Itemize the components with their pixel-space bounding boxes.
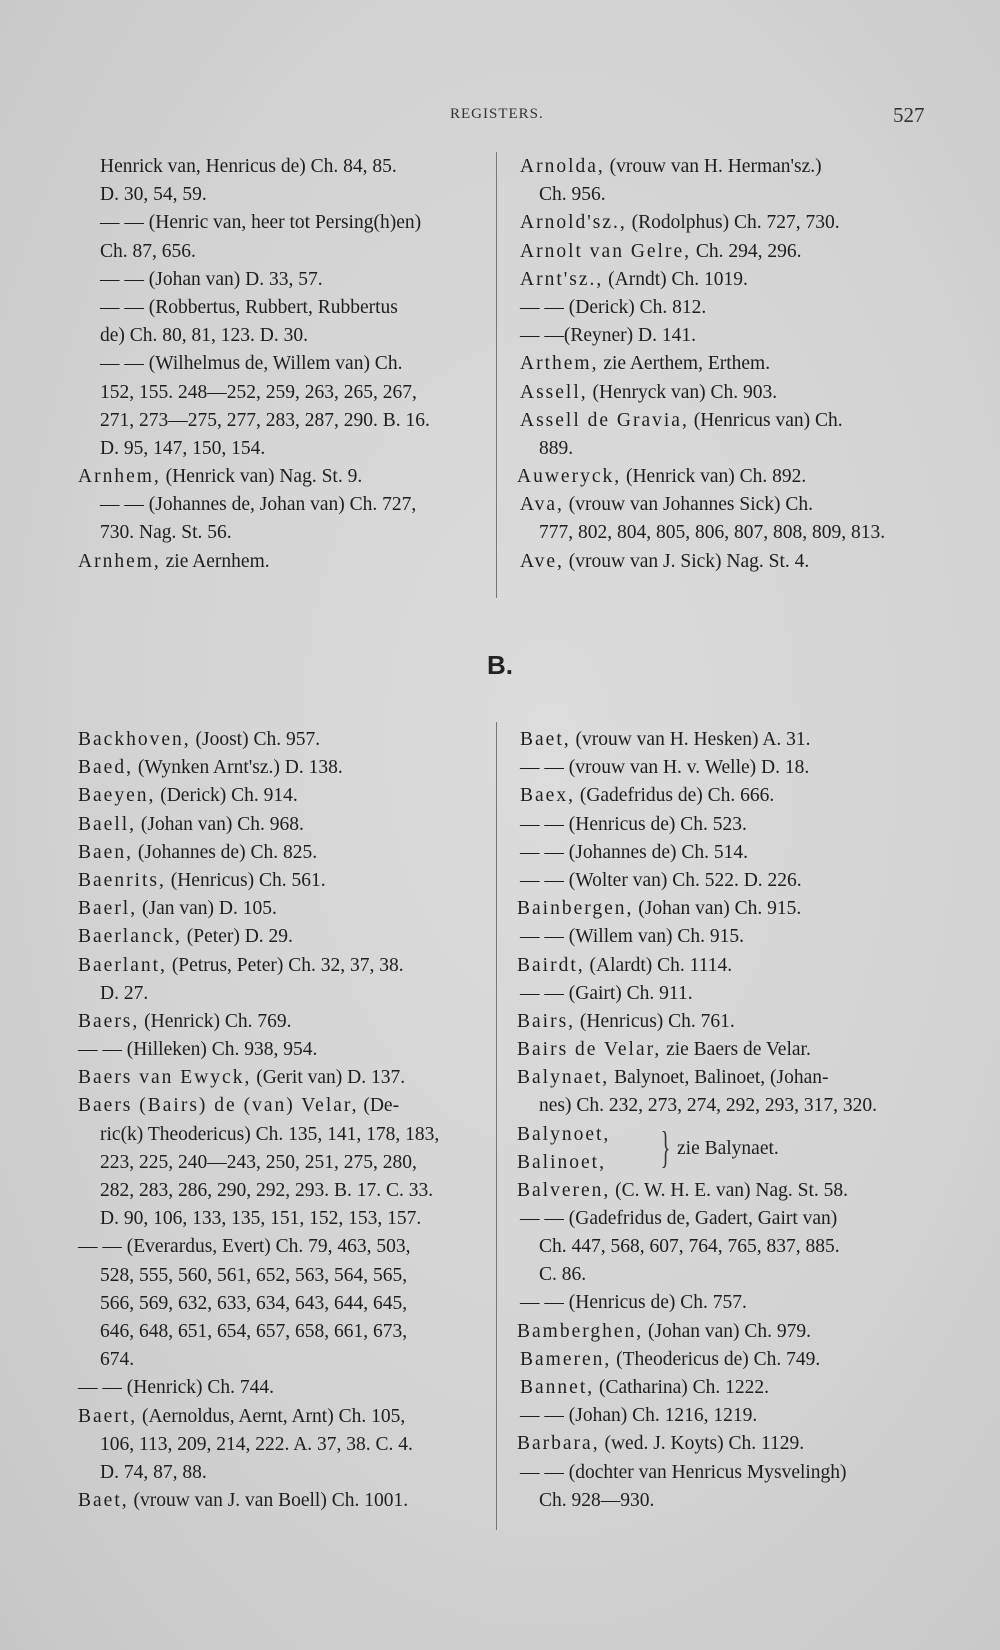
entry-text: D. 95, 147, 150, 154. [100,437,266,459]
entry-text: (wed. J. Koyts) Ch. 1129. [599,1433,805,1455]
column-divider [496,152,497,598]
index-entry-line [517,463,927,491]
running-head: REGISTERS. [450,106,544,122]
entry-text: 528, 555, 560, 561, 652, 563, 564, 565, [100,1264,408,1286]
entry-headword: Arnhem, [78,466,161,488]
entry-text: — — (Henric van, heer tot Persing(h)en) [100,212,422,234]
index-entry-line [78,754,488,782]
index-entry-line [517,379,927,407]
entry-text: Ch. 447, 568, 607, 764, 765, 837, 885. [539,1236,840,1257]
entry-text: D. 30, 54, 59. [100,184,207,206]
entry-text: (Henricus) Ch. 761. [575,1010,735,1032]
index-entries [517,726,927,1121]
entry-headword: Auweryck, [517,466,622,488]
index-entry-line [517,1459,927,1487]
entry-text: zie Baers de Velar. [661,1039,811,1061]
index-entry-line [517,811,927,839]
entry-headword: Baen, [78,841,133,863]
index-entry-line [78,839,488,867]
index-entry-line [78,726,488,754]
entry-text: — — (Willem van) Ch. 915. [520,926,744,948]
entry-headword: Baed, [78,757,133,779]
entry-text: (C. W. H. E. van) Nag. St. 58. [610,1179,849,1201]
entry-text: — — (Johannes de) Ch. 514. [520,841,749,863]
entry-text: — — (Robbertus, Rubbert, Rubbertus [100,296,398,318]
index-entry-line [78,1177,488,1205]
index-entry-line [517,1177,927,1205]
index-entry-line [517,407,927,435]
entry-text: 152, 155. 248—252, 259, 263, 265, 267, [100,381,417,403]
entry-headword: Assell, [520,381,588,403]
entry-text: — — (Wilhelmus de, Willem van) Ch. [100,353,403,375]
entry-text: D. 90, 106, 133, 135, 151, 152, 153, 157. [100,1208,422,1230]
index-entry-line [78,1092,488,1120]
entry-headword: Baerlanck, [78,926,182,948]
entry-text: 674. [100,1349,135,1371]
entry-text: D. 27. [100,982,149,1004]
index-entry-line [78,548,488,576]
entry-headword: Balveren, [517,1179,611,1201]
entry-text: zie Aernhem. [160,550,270,572]
entry-text: (Arndt) Ch. 1019. [603,268,748,290]
entry-text: — — (Johan van) D. 33, 57. [100,268,323,290]
entry-headword: Baenrits, [78,869,166,891]
index-entry-line [78,1064,488,1092]
entry-text: 777, 802, 804, 805, 806, 807, 808, 809, 813. [539,522,886,544]
entry-headword: Arnt'sz., [520,268,604,290]
entry-text: 646, 648, 651, 654, 657, 658, 661, 673, [100,1320,408,1342]
index-entry-line [517,1008,927,1036]
index-entry-line [517,782,927,810]
entry-headword: Baerlant, [78,954,167,976]
entry-text: de) Ch. 80, 81, 123. D. 30. [100,325,308,347]
index-entry-line [78,322,488,350]
entry-headword: Bamberghen, [517,1320,644,1342]
index-entry-line [78,1036,488,1064]
index-entry-line [517,153,927,181]
index-entry-line [78,1233,488,1261]
entry-text: (Joost) Ch. 957. [190,729,321,750]
index-entry-line [78,867,488,895]
index-entry-line [78,153,488,181]
entry-text: nes) Ch. 232, 273, 274, 292, 293, 317, 320. [539,1095,877,1117]
entry-text: 889. [539,437,574,459]
entry-headword: Arthem, [520,353,599,375]
entry-text: — — (Wolter van) Ch. 522. D. 226. [520,869,802,891]
entry-text: (Derick) Ch. 914. [155,785,298,807]
index-entry-line [517,322,927,350]
index-column-a-right [517,153,927,576]
entry-text: (Rodolphus) Ch. 727, 730. [626,212,840,234]
entry-text: Balynoet, Balinoet, (Johan- [609,1067,829,1089]
index-entry-line [517,294,927,322]
index-entry-line [78,350,488,378]
brace-symbol: } [660,1122,671,1172]
entry-text: D. 74, 87, 88. [100,1461,207,1483]
entry-text: 730. Nag. St. 56. [100,522,232,544]
entry-text: (vrouw van H. Herman'sz.) [604,156,822,177]
section-letter: B. [487,650,513,680]
entry-text: — — (Everardus, Evert) Ch. 79, 463, 503, [78,1236,411,1258]
index-entry-line [78,980,488,1008]
entry-headword: Baet, [520,729,571,750]
index-entry-line [78,895,488,923]
index-entry-line [78,1346,488,1374]
entry-headword: Bairs de Velar, [517,1039,662,1061]
index-entry-line [517,1346,927,1374]
index-entry-line [78,1374,488,1402]
index-entry-line [517,1487,927,1515]
index-entry-line [78,266,488,294]
index-entry-line [78,1008,488,1036]
entry-text: (Johan van) Ch. 915. [633,898,802,920]
index-entry-line [78,238,488,266]
index-entry-line [517,435,927,463]
index-entry-line [78,1403,488,1431]
entry-text: (Jan van) D. 105. [137,898,277,920]
entry-headword: Barbara, [517,1433,600,1455]
index-column-b-right [517,726,927,1515]
index-entry-line [517,519,927,547]
entry-headword: Ave, [520,550,564,572]
entry-headword: Balynaet, [517,1067,610,1089]
entry-headword: Baers van Ewyck, [78,1067,252,1089]
entry-text: 106, 113, 209, 214, 222. A. 37, 38. C. 4. [100,1433,413,1455]
brace-group [517,1121,927,1177]
index-entry-line [517,350,927,378]
entry-text: — — (Johannes de, Johan van) Ch. 727, [100,494,417,516]
index-entry-line [517,1205,927,1233]
index-entry-line [517,980,927,1008]
index-entry-line [517,1261,927,1289]
entry-text: (De- [358,1095,400,1117]
entry-headword: Assell de Gravia, [520,409,689,431]
index-entry-line [517,952,927,980]
entry-text: Ch. 294, 296. [691,240,802,262]
entry-headword: Baet, [78,1490,129,1512]
index-entry-line [517,1092,927,1120]
entry-text: — — (Henricus de) Ch. 757. [520,1292,747,1314]
index-entry-line [78,1431,488,1459]
entry-text: (Gadefridus de) Ch. 666. [574,785,775,807]
index-entry-line [517,491,927,519]
entry-headword: Backhoven, [78,729,191,750]
index-column-b-left [78,726,488,1515]
index-entry-line [517,1289,927,1317]
index-entry-line [517,209,927,237]
index-entry-line [517,726,927,754]
brace-entry-second: Balinoet, [517,1151,606,1173]
index-entry-line [78,952,488,980]
entry-headword: Baerl, [78,898,138,920]
index-entry-line [78,1149,488,1177]
index-entries [517,1177,927,1515]
index-entry-line [517,923,927,951]
index-entry-line [517,1318,927,1346]
index-entry-line [78,1459,488,1487]
entry-headword: Bannet, [520,1376,595,1398]
entry-text: — — (Derick) Ch. 812. [520,296,707,318]
entry-headword: Bainbergen, [517,898,634,920]
entry-text: 223, 225, 240—243, 250, 251, 275, 280, [100,1151,417,1173]
index-entry-line [517,266,927,294]
entry-headword: Arnhem, [78,550,161,572]
entry-text: (Henrick van) Nag. St. 9. [160,466,363,488]
index-entry-line [78,294,488,322]
index-entry-line [78,782,488,810]
brace-entry-first: Balynoet, [517,1123,611,1145]
entry-headword: Arnolt van Gelre, [520,240,691,262]
index-entry-line [78,1121,488,1149]
entry-headword: Baex, [520,785,575,807]
entry-headword: Arnold'sz., [520,212,627,234]
entry-headword: Bairs, [517,1010,576,1032]
index-entry-line [78,1318,488,1346]
entry-text: (Peter) D. 29. [181,926,293,948]
entry-headword: Baers, [78,1010,140,1032]
entry-text: — — (Henricus de) Ch. 523. [520,813,747,835]
entry-text: (Theodericus de) Ch. 749. [611,1348,821,1370]
index-entry-line [78,1290,488,1318]
index-entry-line [78,209,488,237]
entry-text: zie Aerthem, Erthem. [598,353,771,375]
index-entry-line [517,754,927,782]
entry-text: 566, 569, 632, 633, 634, 643, 644, 645, [100,1292,408,1314]
index-column-a-left [78,153,488,576]
entry-text: (Henrick van) Ch. 892. [621,466,807,488]
entry-text: (Johannes de) Ch. 825. [132,841,318,863]
entry-headword: Baers (Bairs) de (van) Velar, [78,1095,359,1117]
index-entry-line [517,1036,927,1064]
entry-text: — — (Henrick) Ch. 744. [78,1377,275,1399]
entry-text: (Henryck van) Ch. 903. [587,381,778,403]
index-entry-line [517,238,927,266]
index-entry-line [517,1402,927,1430]
brace-reference: zie Balynaet. [677,1137,779,1159]
entry-text: Ch. 928—930. [539,1489,655,1511]
entry-text: Henrick van, Henricus de) Ch. 84, 85. [100,156,397,177]
index-entry-line [78,811,488,839]
column-divider [496,722,497,1530]
index-entry-line [78,1487,488,1515]
entry-text: (Henricus) Ch. 561. [165,869,326,891]
entry-text: — — (Johan) Ch. 1216, 1219. [520,1405,758,1427]
index-entry-line [517,1233,927,1261]
entry-headword: Ava, [520,494,564,516]
index-entry-line [78,1205,488,1233]
index-entry-line [78,379,488,407]
index-entry-line [78,519,488,547]
index-entry-line [517,181,927,209]
entry-text: 271, 273—275, 277, 283, 287, 290. B. 16. [100,409,430,431]
index-entry-line [78,491,488,519]
entry-text: (Gerit van) D. 137. [251,1067,406,1089]
index-entry-line [517,1374,927,1402]
entry-text: (vrouw van J. Sick) Nag. St. 4. [563,550,810,572]
entry-text: — —(Reyner) D. 141. [520,325,697,347]
entry-text: Ch. 956. [539,184,606,206]
entry-text: — — (Gadefridus de, Gadert, Gairt van) [520,1207,838,1229]
entry-text: (Henricus van) Ch. [688,409,843,431]
index-entry-line [78,923,488,951]
entry-text: 282, 283, 286, 290, 292, 293. B. 17. C. 33. [100,1180,434,1201]
entry-text: — — (Hilleken) Ch. 938, 954. [78,1039,318,1061]
entry-text: (Johan van) Ch. 968. [136,813,304,835]
index-entry-line [78,463,488,491]
entry-text: ric(k) Theodericus) Ch. 135, 141, 178, 183, [100,1123,440,1145]
entry-text: C. 86. [539,1264,587,1286]
entry-text: (Wynken Arnt'sz.) D. 138. [132,757,343,779]
index-entry-line [517,867,927,895]
index-entry-line [517,1430,927,1458]
entry-text: — — (vrouw van H. v. Welle) D. 18. [520,757,810,779]
entry-text: (vrouw van Johannes Sick) Ch. [563,494,814,516]
entry-text: (Johan van) Ch. 979. [643,1320,812,1342]
entry-text: (vrouw van H. Hesken) A. 31. [570,729,811,750]
entry-text: (Aernoldus, Aernt, Arnt) Ch. 105, [137,1405,406,1427]
entry-headword: Baert, [78,1405,138,1427]
entry-headword: Baell, [78,813,137,835]
index-entry-line [517,1064,927,1092]
page-number: 527 [893,103,925,127]
entry-headword: Bameren, [520,1348,612,1370]
entry-text: (Catharina) Ch. 1222. [594,1376,770,1398]
entry-text: (Henrick) Ch. 769. [139,1010,292,1032]
entry-text: — — (Gairt) Ch. 911. [520,982,693,1004]
entry-text: (vrouw van J. van Boell) Ch. 1001. [128,1490,409,1512]
entry-text: (Alardt) Ch. 1114. [584,954,733,976]
index-entry-line [78,435,488,463]
entry-headword: Baeyen, [78,785,156,807]
index-entry-line [517,548,927,576]
entry-headword: Arnolda, [520,156,605,177]
entry-text: — — (dochter van Henricus Mysvelingh) [520,1461,847,1483]
entry-text: Ch. 87, 656. [100,240,196,262]
index-entry-line [517,895,927,923]
index-entry-line [78,1262,488,1290]
index-entry-line [78,407,488,435]
index-entry-line [78,181,488,209]
index-entry-line [517,839,927,867]
entry-headword: Bairdt, [517,954,585,976]
entry-text: (Petrus, Peter) Ch. 32, 37, 38. [166,954,404,976]
